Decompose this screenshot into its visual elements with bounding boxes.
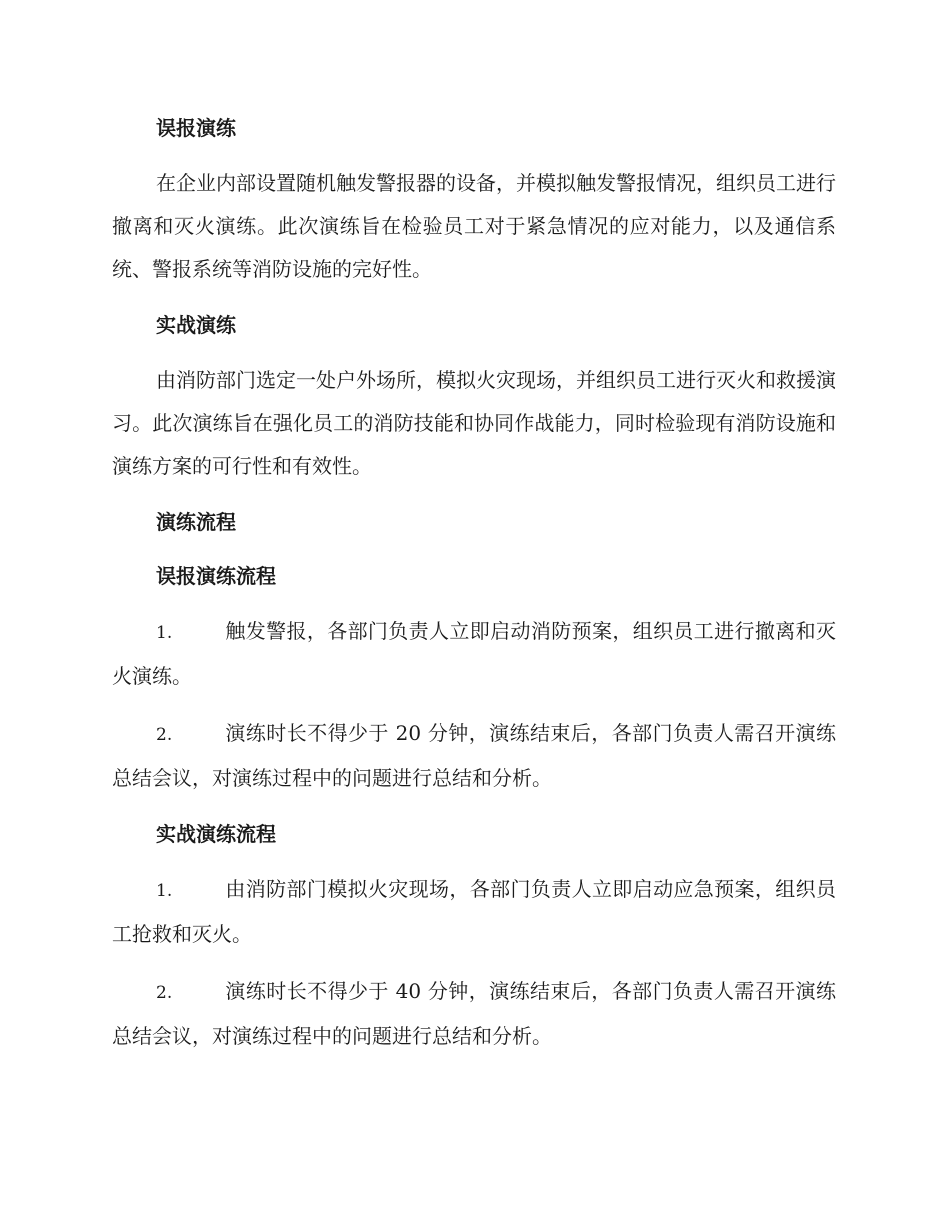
section-heading-drill-process: 演练流程	[156, 510, 236, 534]
list-item	[112, 712, 836, 800]
section-heading-false-alarm-drill: 误报演练	[156, 116, 236, 140]
list-item	[112, 970, 836, 1058]
list-item	[112, 610, 836, 698]
list-item-text: 演练时长不得少于 40 分钟，演练结束后，各部门负责人需召开演练总结会议，对演练过程中的问题进行总结和分析。	[112, 979, 836, 1048]
list-item-number: 2.	[156, 725, 173, 745]
section-heading-live-process: 实战演练流程	[156, 822, 276, 846]
paragraph-live-drill: 由消防部门选定一处户外场所，模拟火灾现场，并组织员工进行灭火和救援演习。此次演练旨在强化员工的消防技能和协同作战能力，同时检验现有消防设施和演练方案的可行性和有效性。	[112, 368, 836, 478]
list-item-text: 演练时长不得少于 20 分钟，演练结束后，各部门负责人需召开演练总结会议，对演练过程中的问题进行总结和分析。	[112, 721, 836, 790]
list-item-number: 1.	[156, 623, 173, 643]
document-page	[112, 108, 836, 1072]
list-item-number: 1.	[156, 881, 173, 901]
list-item	[112, 868, 836, 956]
list-item-number: 2.	[156, 983, 173, 1003]
list-item-text: 触发警报，各部门负责人立即启动消防预案，组织员工进行撤离和灭火演练。	[112, 619, 836, 688]
section-heading-live-drill: 实战演练	[156, 313, 236, 337]
section-heading-false-alarm-process: 误报演练流程	[156, 564, 276, 588]
list-item-text: 由消防部门模拟火灾现场，各部门负责人立即启动应急预案，组织员工抢救和灭火。	[112, 877, 836, 946]
paragraph-false-alarm-drill: 在企业内部设置随机触发警报器的设备，并模拟触发警报情况，组织员工进行撤离和灭火演练。此次演练旨在检验员工对于紧急情况的应对能力，以及通信系统、警报系统等消防设施的完好性。	[112, 171, 836, 281]
